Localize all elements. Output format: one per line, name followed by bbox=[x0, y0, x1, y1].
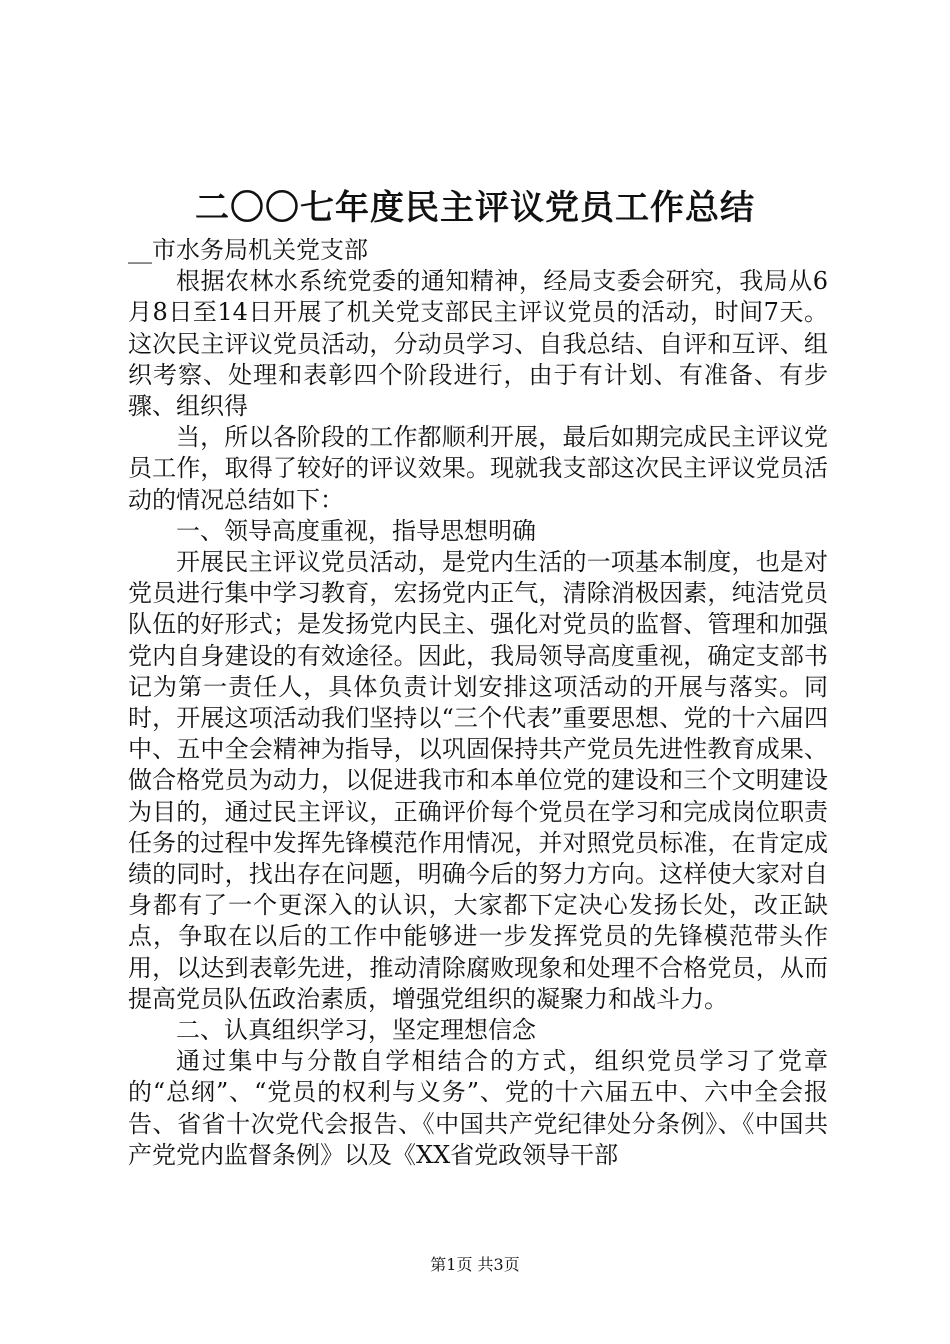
paragraph-intro-continued: 当，所以各阶段的工作都顺利开展，最后如期完成民主评议党员工作，取得了较好的评议效果。现就我支部这次民主评议党员活动的情况总结如下： bbox=[128, 423, 828, 514]
section-heading-1: 一、领导高度重视，指导思想明确 bbox=[176, 516, 536, 545]
document-title: 二〇〇七年度民主评议党员工作总结 bbox=[195, 188, 755, 228]
paragraph-section-1: 开展民主评议党员活动，是党内生活的一项基本制度，也是对党员进行集中学习教育，宏扬党内正气，清除消极因素，纯洁党员队伍的好形式；是发扬党内民主、强化对党员的监督、管理和加强党内自身建设的有效途径。因此，我局领导高度重视，确定支部书记为第一责任人，具体负责计划安排这项活动的开展与落实。同时，开展这项活动我们坚持以“三个代表”重要思想、党的十六届四中、五中全会精神为指导，以巩固保持共产党员先进性教育成果、做合格党员为动力，以促进我市和本单位党的建设和三个文明建设为目的，通过民主评议，正确评价每个党员在学习和完成岗位职责任务的过程中发挥先锋模范作用情况，并对照党员标准，在肯定成绩的同时，找出存在问题，明确今后的努力方向。这样使大家对自身都有了一个更深入的认识，大家都下定决心发扬长处，改正缺点，争取在以后的工作中能够进一步发挥党员的先锋模范带头作用，以达到表彰先进，推动清除腐败现象和处理不合格党员，从而提高党员队伍政治素质，增强党组织的凝聚力和战斗力。 bbox=[128, 548, 828, 1013]
page-number-footer: 第1页 共3页 bbox=[430, 1255, 520, 1274]
section-heading-2: 二、认真组织学习，坚定理想信念 bbox=[176, 1016, 536, 1045]
paragraph-intro: 根据农林水系统党委的通知精神，经局支委会研究，我局从6月8日至14日开展了机关党支部民主评议党员的活动，时间7天。这次民主评议党员活动，分动员学习、自我总结、自评和互评、组织考察、处理和表彰四个阶段进行，由于有计划、有准备、有步骤、组织得 bbox=[128, 267, 828, 421]
paragraph-section-2: 通过集中与分散自学相结合的方式，组织党员学习了党章的“总纲”、“党员的权利与义务”、党的十六届五中、六中全会报告、省省十次党代会报告、《中国共产党纪律处分条例》、《中国共产党党内监督条例》以及《XX省党政领导干部 bbox=[128, 1047, 828, 1169]
document-subtitle: __市水务局机关党支部 bbox=[128, 236, 368, 264]
document-body bbox=[128, 235, 828, 1171]
